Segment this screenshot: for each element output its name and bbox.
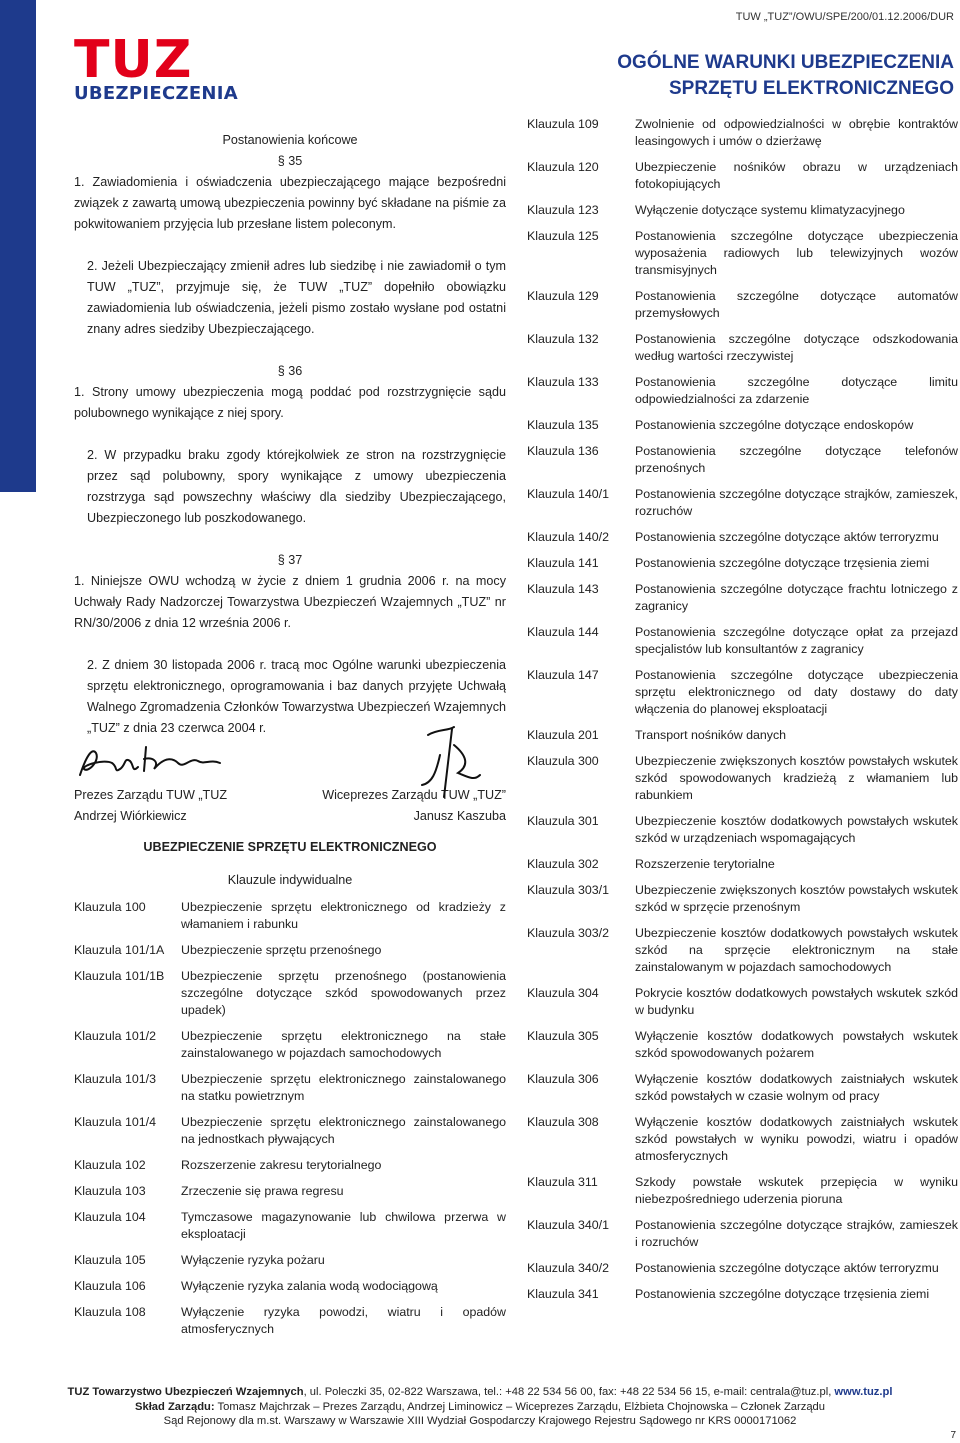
- footer-company-line: [0, 1385, 960, 1400]
- clause-number: Klauzula 102: [74, 1158, 146, 1172]
- logo-word: TUZ: [74, 30, 193, 90]
- clause-description: Wyłączenie kosztów dodatkowych zaistniałych wskutek szkód powstałych w czasie wolnym od pracy: [635, 1072, 958, 1103]
- clause-row: [527, 581, 958, 615]
- clause-description: Postanowienia szczególne dotyczące odszkodowania według wartości rzeczywistej: [635, 332, 958, 363]
- clause-description: Ubezpieczenie kosztów dodatkowych powstałych wskutek szkód w urządzeniach wspomagających: [635, 814, 958, 845]
- document-code: TUW „TUZ”/OWU/SPE/200/01.12.2006/DUR: [735, 11, 954, 23]
- clause-description: Ubezpieczenie sprzętu elektronicznego na stałe zainstalowanego w pojazdach samochodowych: [181, 1029, 506, 1060]
- company-address: , ul. Poleczki 35, 02-822 Warszawa, tel.: +48 22 534 56 00, fax: +48 22 534 56 15, e-mail: centrala@tuz.pl,: [303, 1386, 835, 1398]
- clause-row: [527, 667, 958, 718]
- clause-description: Wyłączenie kosztów dodatkowych powstałych wskutek szkód spowodowanych pożarem: [635, 1029, 958, 1060]
- clause-number: Klauzula 101/4: [74, 1115, 156, 1129]
- clause-row: [74, 1114, 506, 1148]
- clause-number: Klauzula 100: [74, 900, 146, 914]
- clause-number: Klauzula 340/2: [527, 1261, 609, 1275]
- clause-row: [527, 529, 958, 546]
- clause-row: [527, 856, 958, 873]
- insurance-section-title: UBEZPIECZENIE SPRZĘTU ELEKTRONICZNEGO: [143, 840, 437, 854]
- clause-number: Klauzula 101/1A: [74, 943, 165, 957]
- clause-row: [74, 899, 506, 933]
- clause-row: [527, 228, 958, 279]
- clause-number: Klauzula 147: [527, 668, 599, 682]
- clause-description: Postanowienia szczególne dotyczące trzęsienia ziemi: [635, 556, 930, 570]
- page-number: 7: [950, 1430, 956, 1441]
- clause-description: Ubezpieczenie zwiększonych kosztów powstałych wskutek szkód w sprzęcie przenośnym: [635, 883, 958, 914]
- section-37-paragraph-1: 1. Niniejsze OWU wchodzą w życie z dniem 1 grudnia 2006 r. na mocy Uchwały Rady Nadzorczej Towarzystwa Ubezpieczeń Wzajemnych „TUZ” nr RN/30/2006 z dnia 12 września 2006 r.: [74, 574, 506, 630]
- clause-number: Klauzula 129: [527, 289, 599, 303]
- clause-number: Klauzula 123: [527, 203, 599, 217]
- clause-number: Klauzula 341: [527, 1287, 599, 1301]
- clause-description: Ubezpieczenie kosztów dodatkowych powstałych wskutek szkód na sprzęcie elektronicznym na stałe zainstalowanym w pojazdach samochodowych: [635, 926, 958, 974]
- right-clause-list: [527, 116, 958, 1303]
- title-line-1: OGÓLNE WARUNKI UBEZPIECZENIA: [617, 52, 954, 73]
- vice-president-role: Wiceprezes Zarządu TUW „TUZ”: [322, 788, 506, 802]
- clause-number: Klauzula 101/1B: [74, 969, 165, 983]
- clause-number: Klauzula 109: [527, 117, 599, 131]
- clause-description: Ubezpieczenie sprzętu przenośnego: [181, 943, 382, 957]
- president-role: Prezes Zarządu TUW „TUZ: [74, 788, 228, 802]
- clause-row: [74, 1071, 506, 1105]
- clause-row: [527, 486, 958, 520]
- clause-number: Klauzula 104: [74, 1210, 146, 1224]
- clause-row: [527, 985, 958, 1019]
- side-accent-bar: [0, 0, 36, 492]
- section-36-number: § 36: [277, 364, 303, 378]
- clause-row: [74, 1028, 506, 1062]
- clause-description: Postanowienia szczególne dotyczące limitu odpowiedzialności za zdarzenie: [635, 375, 958, 406]
- clause-row: [527, 624, 958, 658]
- clause-description: Postanowienia szczególne dotyczące automatów przemysłowych: [635, 289, 958, 320]
- clause-description: Postanowienia szczególne dotyczące telefonów przenośnych: [635, 444, 958, 475]
- clause-number: Klauzula 135: [527, 418, 599, 432]
- clause-description: Postanowienia szczególne dotyczące opłat za przejazd specjalistów lub konsultantów z zagranicy: [635, 625, 958, 656]
- clause-row: [74, 942, 506, 959]
- clause-description: Tymczasowe magazynowanie lub chwilowa przerwa w eksploatacji: [181, 1210, 506, 1241]
- clause-description: Wyłączenie ryzyka pożaru: [181, 1253, 325, 1267]
- clause-row: [74, 1157, 506, 1174]
- clause-number: Klauzula 303/2: [527, 926, 609, 940]
- clause-description: Zrzeczenie się prawa regresu: [181, 1184, 344, 1198]
- clause-row: [527, 1071, 958, 1105]
- clause-row: [527, 288, 958, 322]
- clause-number: Klauzula 305: [527, 1029, 599, 1043]
- clause-description: Postanowienia szczególne dotyczące ubezpieczenia wyposażenia radiowych lub telewizyjnych wozów transmisyjnych: [635, 229, 958, 277]
- clause-number: Klauzula 301: [527, 814, 599, 828]
- footer-court-line: Sąd Rejonowy dla m.st. Warszawy w Warszawie XIII Wydział Gospodarczy Krajowego Rejestru Sądowego nr KRS 0000171062: [163, 1415, 797, 1427]
- clause-row: [527, 882, 958, 916]
- tuz-logo: [74, 30, 239, 104]
- section-35-paragraph-2: 2. Jeżeli Ubezpieczający zmienił adres lub siedzibę i nie zawiadomił o tym TUW „TUZ”, przyjmuje się, że TUW „TUZ” dopełniło obowiązku zawiadomienia lub oświadczenia, jeżeli pismo zostało wysłane pod ostatni znany adres siedziby Ubezpieczającego.: [87, 259, 506, 336]
- clause-row: [527, 753, 958, 804]
- clause-description: Wyłączenie kosztów dodatkowych zaistniałych wskutek szkód powstałych w wyniku powodzi, wiatru i opadów atmosferycznych: [635, 1115, 958, 1163]
- clause-number: Klauzula 340/1: [527, 1218, 609, 1232]
- clause-row: [527, 1028, 958, 1062]
- clause-number: Klauzula 308: [527, 1115, 599, 1129]
- section-36-paragraph-1: 1. Strony umowy ubezpieczenia mogą poddać pod rozstrzygnięcie sądu polubownego wynikające z niej spory.: [74, 385, 506, 420]
- clause-row: [527, 1260, 958, 1277]
- clause-description: Postanowienia szczególne dotyczące trzęsienia ziemi: [635, 1287, 930, 1301]
- document-title: [617, 50, 954, 102]
- right-column: [527, 116, 958, 1312]
- clause-row: [527, 417, 958, 434]
- clause-row: [74, 968, 506, 1019]
- section-37-number: § 37: [277, 553, 303, 567]
- left-clause-list: [74, 899, 506, 1338]
- clause-description: Ubezpieczenie sprzętu elektronicznego zainstalowanego na jednostkach pływających: [181, 1115, 506, 1146]
- clause-row: [527, 374, 958, 408]
- clause-description: Postanowienia szczególne dotyczące frachtu lotniczego z zagranicy: [635, 582, 958, 613]
- logo-subtitle: UBEZPIECZENIA: [74, 83, 239, 104]
- president-name: Andrzej Wiórkiewicz: [74, 809, 187, 823]
- clause-number: Klauzula 300: [527, 754, 599, 768]
- clause-row: [74, 1278, 506, 1295]
- clause-number: Klauzula 303/1: [527, 883, 609, 897]
- clause-row: [74, 1183, 506, 1200]
- footer-board-line: [0, 1400, 960, 1415]
- clause-description: Ubezpieczenie nośników obrazu w urządzeniach fotokopiujących: [635, 160, 958, 191]
- clause-number: Klauzula 103: [74, 1184, 146, 1198]
- clause-row: [527, 1286, 958, 1303]
- section-35-number: § 35: [277, 154, 303, 168]
- clause-description: Szkody powstałe wskutek przepięcia w wyniku niebezpośredniego uderzenia pioruna: [635, 1175, 958, 1206]
- signatures-area: [74, 739, 506, 785]
- clause-row: [527, 1174, 958, 1208]
- clause-number: Klauzula 140/2: [527, 530, 609, 544]
- company-website-link[interactable]: www.tuz.pl: [834, 1386, 893, 1398]
- clause-row: [527, 1114, 958, 1165]
- clause-number: Klauzula 101/2: [74, 1029, 156, 1043]
- left-column: [74, 130, 506, 1347]
- clause-description: Ubezpieczenie sprzętu elektronicznego od kradzieży z włamaniem i rabunku: [181, 900, 506, 931]
- clause-row: [527, 1217, 958, 1251]
- clause-number: Klauzula 141: [527, 556, 599, 570]
- signature-names: [74, 806, 506, 827]
- clause-number: Klauzula 106: [74, 1279, 146, 1293]
- signature-president-icon: [74, 739, 224, 783]
- clause-row: [527, 443, 958, 477]
- clause-description: Wyłączenie dotyczące systemu klimatyzacyjnego: [635, 203, 905, 217]
- clause-description: Zwolnienie od odpowiedzialności w obrębie kontraktów leasingowych i umów o dzierżawę: [635, 117, 958, 148]
- clause-number: Klauzula 120: [527, 160, 599, 174]
- signature-vice-president-icon: [414, 725, 484, 801]
- clause-row: [527, 555, 958, 572]
- clause-description: Wyłączenie ryzyka powodzi, wiatru i opadów atmosferycznych: [181, 1305, 506, 1336]
- clause-description: Rozszerzenie terytorialne: [635, 857, 775, 871]
- clause-description: Ubezpieczenie zwiększonych kosztów powstałych wskutek szkód spowodowanych kradzieżą z włamaniem lub rabunkiem: [635, 754, 958, 802]
- clause-description: Wyłączenie ryzyka zalania wodą wodociągową: [181, 1279, 438, 1293]
- section-36-paragraph-2: 2. W przypadku braku zgody którejkolwiek ze stron na rozstrzygnięcie przez sąd polubowny, spory wynikające z umowy ubezpieczenia rozstrzyga sąd powszechny właściwy dla siedziby Ubezpieczającego, Ubezpieczonego lub poszkodowanego.: [87, 448, 506, 525]
- clause-description: Postanowienia szczególne dotyczące endoskopów: [635, 418, 914, 432]
- clause-row: [527, 925, 958, 976]
- clause-number: Klauzula 105: [74, 1253, 146, 1267]
- section-37-paragraph-2: 2. Z dniem 30 listopada 2006 r. tracą moc Ogólne warunki ubezpieczenia sprzętu elektronicznego, oprogramowania i baz danych przyjęte Uchwałą Walnego Zgromadzenia Członków Towarzystwa Ubezpieczeń Wzajemnych „TUZ” z dnia 23 czerwca 2004 r.: [87, 658, 506, 735]
- clause-row: [527, 159, 958, 193]
- clause-row: [527, 202, 958, 219]
- clause-number: Klauzula 201: [527, 728, 599, 742]
- title-line-2: SPRZĘTU ELEKTRONICZNEGO: [668, 78, 954, 99]
- clause-row: [527, 813, 958, 847]
- clause-row: [74, 1304, 506, 1338]
- clause-number: Klauzula 136: [527, 444, 599, 458]
- clause-description: Ubezpieczenie sprzętu przenośnego (postanowienia szczególne dotyczące szkód spowodowanych przez upadek): [181, 969, 506, 1017]
- clause-number: Klauzula 140/1: [527, 487, 609, 501]
- clause-description: Ubezpieczenie sprzętu elektronicznego zainstalowanego na statku powietrznym: [181, 1072, 506, 1103]
- company-name: TUZ Towarzystwo Ubezpieczeń Wzajemnych: [67, 1386, 304, 1398]
- clause-row: [74, 1252, 506, 1269]
- final-provisions-heading: Postanowienia końcowe: [222, 133, 358, 147]
- clause-number: Klauzula 304: [527, 986, 599, 1000]
- clause-description: Rozszerzenie zakresu terytorialnego: [181, 1158, 382, 1172]
- clause-description: Postanowienia szczególne dotyczące aktów terroryzmu: [635, 1261, 939, 1275]
- section-35-paragraph-1: 1. Zawiadomienia i oświadczenia ubezpieczającego mające bezpośredni związek z zawartą umową ubezpieczenia powinny być składane na piśmie za pokwitowaniem przyjęcia lub przesłane listem poleconym.: [74, 175, 506, 231]
- clause-row: [527, 331, 958, 365]
- clause-row: [527, 727, 958, 744]
- clause-description: Transport nośników danych: [635, 728, 787, 742]
- board-members: Tomasz Majchrzak – Prezes Zarządu, Andrzej Liminowicz – Wiceprezes Zarządu, Elżbieta Chojnowska – Członek Zarządu: [214, 1400, 825, 1413]
- clause-number: Klauzula 108: [74, 1305, 146, 1319]
- clause-number: Klauzula 144: [527, 625, 599, 639]
- board-label: Skład Zarządu:: [135, 1400, 215, 1413]
- clause-description: Postanowienia szczególne dotyczące strajków, zamieszek i rozruchów: [635, 1218, 958, 1249]
- clause-number: Klauzula 143: [527, 582, 599, 596]
- clause-row: [74, 1209, 506, 1243]
- clause-row: [527, 116, 958, 150]
- clause-description: Postanowienia szczególne dotyczące ubezpieczenia sprzętu elektronicznego od daty dostawy do daty włączenia do planowej eksploatacji: [635, 668, 958, 716]
- clause-number: Klauzula 306: [527, 1072, 599, 1086]
- clause-number: Klauzula 125: [527, 229, 599, 243]
- clause-number: Klauzula 311: [527, 1175, 598, 1189]
- clause-number: Klauzula 132: [527, 332, 599, 346]
- clause-number: Klauzula 133: [527, 375, 599, 389]
- clause-number: Klauzula 302: [527, 857, 599, 871]
- page-footer: [0, 1385, 960, 1429]
- clause-description: Postanowienia szczególne dotyczące aktów terroryzmu: [635, 530, 939, 544]
- clause-description: Postanowienia szczególne dotyczące strajków, zamieszek, rozruchów: [635, 487, 958, 518]
- vice-president-name: Janusz Kaszuba: [413, 809, 506, 823]
- clause-number: Klauzula 101/3: [74, 1072, 156, 1086]
- individual-clauses-title: Klauzule indywidualne: [227, 873, 353, 887]
- clause-description: Pokrycie kosztów dodatkowych powstałych wskutek szkód w budynku: [635, 986, 958, 1017]
